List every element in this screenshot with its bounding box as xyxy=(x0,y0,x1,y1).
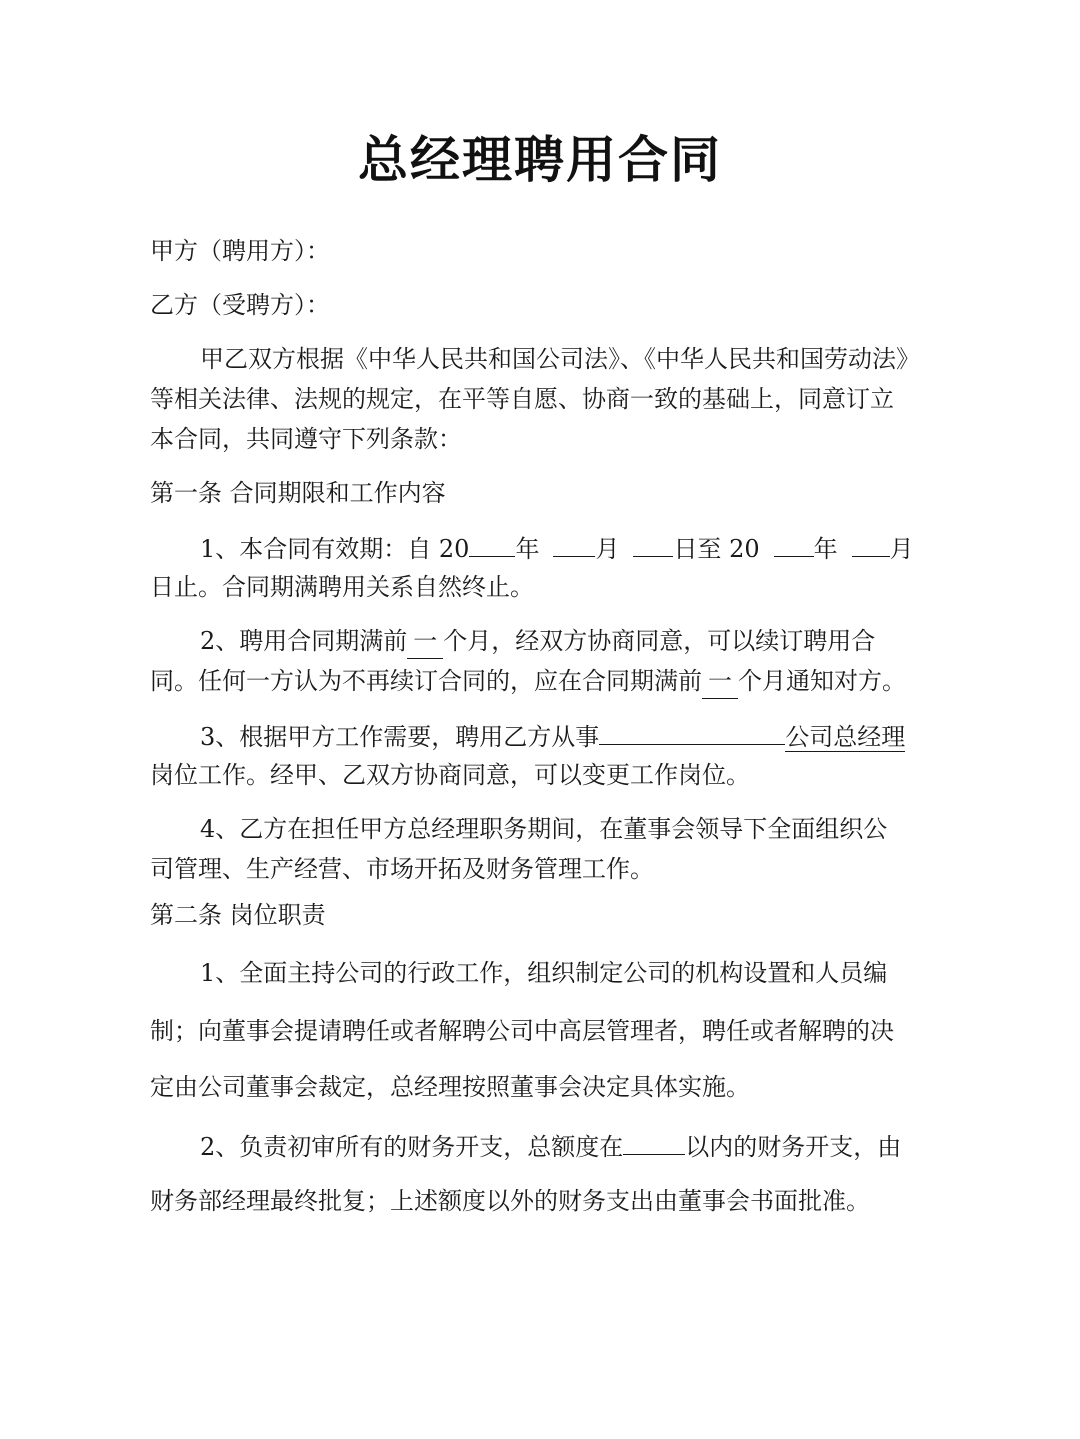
article-2-heading: 第二条 岗位职责 xyxy=(150,901,326,929)
intro-line-3: 本合同，共同遵守下列条款： xyxy=(150,425,462,453)
clause-text: 日至 20 xyxy=(673,535,760,563)
clause-1-4-line-1: 4、乙方在担任甲方总经理职务期间，在董事会领导下全面组织公 xyxy=(200,815,888,843)
blank-year-start[interactable] xyxy=(469,530,515,557)
blank-day-start[interactable] xyxy=(633,530,673,557)
clause-text: 月 xyxy=(595,535,620,563)
clause-text: 月 xyxy=(889,535,914,563)
clause-1-2-line-2 xyxy=(150,664,940,699)
article-1-heading: 第一条 合同期限和工作内容 xyxy=(150,479,446,507)
clause-2-2-line-2: 财务部经理最终批复；上述额度以外的财务支出由董事会书面批准。 xyxy=(150,1187,870,1215)
clause-1-4-line-2: 司管理、生产经营、市场开拓及财务管理工作。 xyxy=(150,855,654,883)
clause-1-2-line-1 xyxy=(200,624,940,659)
clause-text: 1、本合同有效期：自 20 xyxy=(200,535,470,563)
clause-2-2-line-1 xyxy=(200,1128,940,1164)
clause-text: 个月通知对方。 xyxy=(738,667,906,695)
blank-amount[interactable] xyxy=(623,1128,685,1155)
document-title: 总经理聘用合同 xyxy=(358,131,722,189)
clause-2-1-line-1: 1、全面主持公司的行政工作，组织制定公司的机构设置和人员编 xyxy=(200,959,888,987)
clause-1-1-line-1 xyxy=(200,530,940,566)
clause-text: 2、聘用合同期满前 xyxy=(200,627,408,655)
clause-text: 年 xyxy=(515,535,540,563)
clause-1-3-line-2: 岗位工作。经甲、乙双方协商同意，可以变更工作岗位。 xyxy=(150,761,750,789)
clause-text: 年 xyxy=(813,535,838,563)
post-title: 公司总经理 xyxy=(785,723,906,751)
blank-year-end[interactable] xyxy=(774,530,814,557)
party-a-line: 甲方（聘用方）： xyxy=(150,237,330,265)
clause-text: 3、根据甲方工作需要，聘用乙方从事 xyxy=(200,723,600,751)
clause-text: 个月，经双方协商同意，可以续订聘用合 xyxy=(443,627,876,655)
blank-months-renewal[interactable]: 一 xyxy=(407,624,443,659)
intro-line-1: 甲乙双方根据《中华人民共和国公司法》、《中华人民共和国劳动法》 xyxy=(200,345,920,373)
clause-1-3-line-1 xyxy=(200,718,940,754)
intro-line-2: 等相关法律、法规的规定，在平等自愿、协商一致的基础上，同意订立 xyxy=(150,385,894,413)
clause-text: 同。任何一方认为不再续订合同的，应在合同期满前 xyxy=(150,667,702,695)
blank-month-start[interactable] xyxy=(553,530,595,557)
clause-2-1-line-3: 定由公司董事会裁定，总经理按照董事会决定具体实施。 xyxy=(150,1073,750,1101)
blank-company-name[interactable] xyxy=(599,718,785,745)
blank-month-end[interactable] xyxy=(852,530,890,557)
clause-1-1-line-2: 日止。合同期满聘用关系自然终止。 xyxy=(150,573,534,601)
clause-2-1-line-2: 制；向董事会提请聘任或者解聘公司中高层管理者，聘任或者解聘的决 xyxy=(150,1017,894,1045)
clause-text: 2、负责初审所有的财务开支，总额度在 xyxy=(200,1133,624,1161)
clause-text: 以内的财务开支，由 xyxy=(685,1133,902,1161)
blank-months-notice[interactable]: 一 xyxy=(702,664,738,699)
party-b-line: 乙方（受聘方）： xyxy=(150,291,330,319)
